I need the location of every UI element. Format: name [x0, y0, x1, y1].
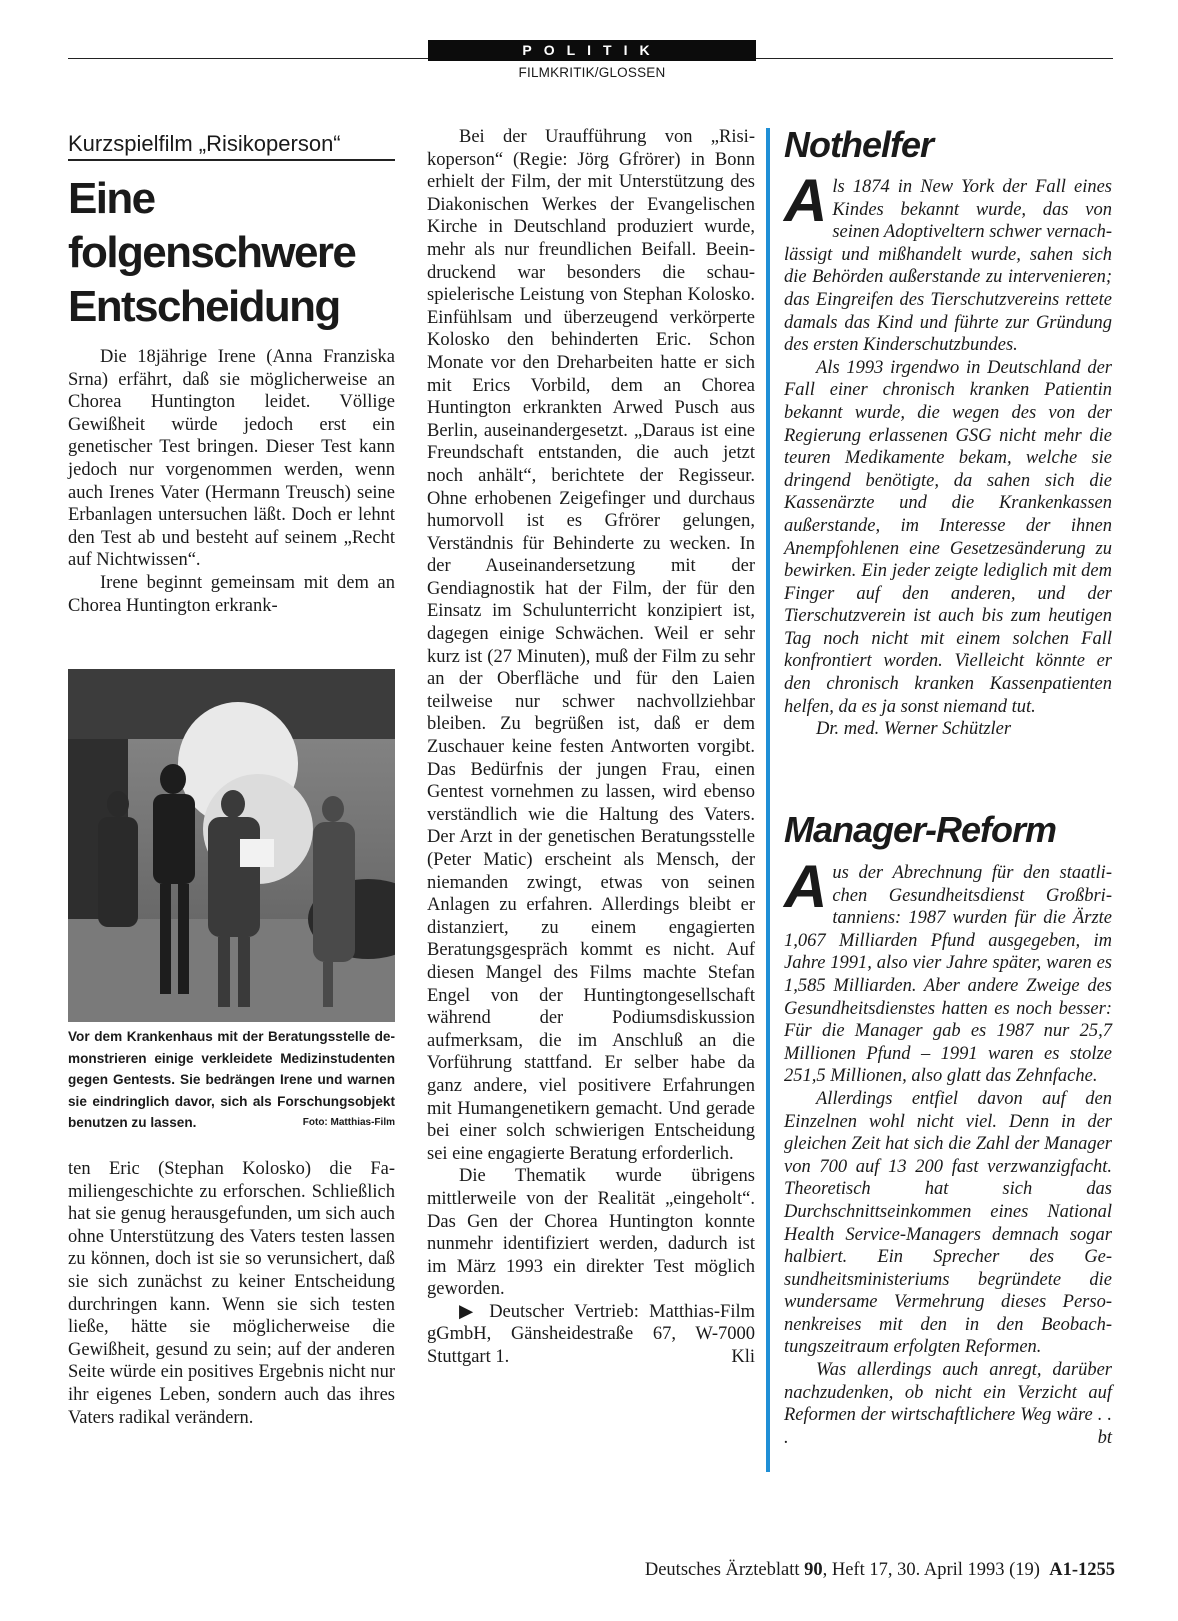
gloss-signature: Dr. med. Werner Schützler [816, 719, 1012, 740]
gloss-paragraph: Allerdings entfiel davon auf den Einzelnen wohl nicht viel. Denn in der gleichen Zeit hat sich die Zahl der Manager von 700 auf 13 200 fast verzwanzigfacht. Theoretisch hat sich das Durchschnittseinkommen eines National Health Service-Managers demnach sogar halbiert. Ein Sprecher des Gesundheitsministeriums begründete die wundersame Vermehrung dieses Personenkreises mit den in den Beobachtungszeitraum erfolgten Reformen. [784, 1088, 1112, 1358]
page-number: A1-1255 [1049, 1560, 1115, 1580]
gloss-paragraph [784, 1359, 1112, 1449]
distribution-text: Deutscher Vertrieb: Matthias-Film gGmbH, Gänsheidestraße 67, W-7000 Stuttgart 1. [427, 1301, 756, 1368]
subsection-label: FILMKRITIK/GLOSSEN [518, 65, 666, 80]
article-kicker: Kurzspielfilm „Risikoperson“ [68, 131, 341, 156]
triangle-marker-icon: ▶ [459, 1301, 479, 1322]
headline-line: Entscheidung [68, 282, 340, 331]
article-headline [68, 172, 398, 334]
gloss-author: bt [1097, 1427, 1112, 1448]
article-column-1 [68, 346, 395, 617]
photo-scene-graphic [68, 669, 395, 1022]
gloss-nothelfer [784, 167, 1113, 741]
journal-volume: 90 [804, 1560, 823, 1580]
article-author: Kli [731, 1347, 755, 1368]
photo-credit: Foto: Matthias-Film [302, 1117, 395, 1128]
article-column-1-continued [68, 1158, 395, 1429]
dropcap: A [784, 853, 828, 920]
article-paragraph: ten Eric (Stephan Kolosko) die Familiengeschichte zu erforschen. Schließlich hat sie genug herausgefunden, um sich auch ohne Unterstützung des Vaters testen lassen zu können, doch ist sie so verunsichert, daß sie sich zunächst zu keiner Entscheidung durchringen kann. Wenn sie sich testen ließe, hätte sie möglicherweise die Gewißheit, gesund zu sein; auf der anderen Seite würde ein positives Ergebnis nicht nur ihr eigenes Leben, sondern auch das ihres Vaters radikal verändern. [68, 1159, 395, 1428]
column-divider-rule [766, 128, 770, 1472]
article-photo [68, 669, 395, 1022]
article-paragraph: Irene beginnt gemeinsam mit dem an Chorea Huntington erkrank- [68, 572, 395, 616]
section-label: POLITIK [428, 40, 756, 61]
page-footer [600, 1560, 1115, 1581]
headline-line: folgenschwere [68, 228, 356, 277]
article-paragraph: Die Thematik wurde übrigens mittlerweile von der Realität „eingeholt“. Das Gen der Chorea Huntington konnte nunmehr identifiziert werden, dadurch ist im März 1993 ein direkter Test möglich geworden. [427, 1166, 755, 1300]
article-paragraph: Bei der Uraufführung von „Risikoperson“ (Regie: Jörg Gfrörer) in Bonn erhielt der Film, der mit Unterstützung des Diakonischen Werkes der Evangelischen Kirche in Deutschland produziert wurde, mehr als nur freundlichen Beifall. Beeindruckend war besonders die schauspielerische Leistung von Stephan Kolosko. Einfühlsam und überzeugend verkörperte Kolosko den behinderten Eric. Schon Monate vor den Dreharbeiten hatte er sich mit Erics Vorbild, dem an Chorea Huntington erkrankten Arwed Pusch aus Berlin, auseinandergesetzt. „Daraus ist eine Freundschaft entstanden, die auch jetzt noch anhält“, berichtete der Regisseur. Ohne erhobenen Zeigefinger und durchaus humorvoll ist es Gfrörer gelungen, Verständnis für Behinderte zu wecken. In der Auseinandersetzung mit der Gendiagnostik hat der Film, der für den Einsatz im Schulunterricht konzipiert ist, dagegen einige Schwächen. Weil er sehr kurz ist (27 Minuten), muß der Film zu sehr an der Oberfläche und für den Laien teilweise nur schwer nachvollziehbar bleiben. Zu begrüßen ist, daß er dem Zuschauer keine festen Antworten vorgibt. Das Bedürfnis der jungen Frau, einen Gentest vornehmen zu lassen, wird ebenso verständlich wie die Haltung des Vaters. Der Arzt in der genetischen Beratungsstelle (Peter Matic) erscheint als Mensch, der niemanden zwingt, etwas von seinen Anlagen zu erfahren. Allerdings bleibt er distanziert, zu einem engagierten Beratungsgespräch kommt es nicht. Auf diesen Mangel des Films machte Stefan Engel von der Huntingtongesellschaft während der Podiumsdiskussion aufmerksam, die im Anschluß an die Vorführung stattfand. Er selber habe da ganz andere, viel positivere Erfahrungen mit Humangenetikern gemacht. Und gerade bei einer solch schwierigen Entscheidung sei eine engagierte Beratung erforderlich. [427, 127, 755, 1164]
gloss-manager-reform [784, 853, 1112, 1449]
gloss-paragraph: Als 1993 irgendwo in Deutschland der Fall einer chronisch kranken Patientin bekannt wurde, die wegen des von der Regierung erlassenen GSG nicht mehr die teuren Medikamente bekam, welche sie dringend benötigte, da sahen sich die Kassenärzte und die Krankenkassen außerstande, im Interesse der ihnen Anempfohlenen eine Gesetzesänderung zu bewirken. Ein jeder zeigte lediglich mit dem Finger auf den anderen, und der Tierschutzverein ist auch bis zum heutigen Tag noch nicht mit einem solchen Fall konfrontiert worden. Vielleicht könnte er den chronisch kranken Kassenpatienten helfen, da es ja sonst niemand tut. [784, 357, 1112, 717]
distribution-note [427, 1301, 755, 1369]
gloss-title-manager-reform: Manager-Reform [784, 809, 1057, 850]
headline-line: Eine [68, 174, 155, 223]
issue-date: , Heft 17, 30. April 1993 (19) [822, 1560, 1040, 1580]
article-column-2 [427, 126, 755, 1369]
gloss-title-nothelfer: Nothelfer [784, 124, 934, 165]
caption-text: Vor dem Krankenhaus mit der Beratungsstelle demonstrieren einige verkleidete Medizinstudenten gegen Gentests. Sie bedrängen Irene und warnen sie eindringlich davor, sich als Forschungsobjekt benutzen zu lassen. [68, 1029, 395, 1130]
gloss-text: ls 1874 in New York der Fall eines Kindes bekannt wurde, das von seinen Adoptiveltern schwer vernachlässigt und mißhandelt wurde, sahen sich die Behörden außerstande zu intervenieren; das Eingreifen des Tierschutzvereins rettete damals das Kind und führte zur Gründung des ersten Kinderschutzbundes. [784, 177, 1113, 356]
gloss-text: us der Abrechnung für den staatlichen Gesundheitsdienst Großbritanniens: 1987 wurden für die Ärzte 1,067 Milliarden Pfund ausgegeben, im Jahre 1991, also vier Jahre später, waren es 1,585 Milliarden. Aber andere Zweige des Gesundheitsdienstes hatten es noch besser: Für die Manager gab es 1987 nur 25,7 Millionen Pfund – 1991 waren es stolze 251,5 Millionen, also glatt das Zehnfache. [784, 863, 1112, 1087]
gloss-paragraph [784, 853, 1112, 1088]
dropcap: A [784, 167, 828, 234]
gloss-text: Was allerdings auch anregt, darüber nachzudenken, ob nicht ein Verzicht auf Reformen der wirtschaftlichere Weg wäre . . . [784, 1360, 1112, 1448]
journal-name: Deutsches Ärzteblatt [644, 1560, 800, 1580]
photo-caption [68, 1026, 395, 1134]
article-paragraph: Die 18jährige Irene (Anna Franziska Srna) erfährt, daß sie möglicherweise an Chorea Huntington leidet. Völlige Gewißheit würde jedoch erst ein genetischer Test bringen. Dieser Test kann jedoch nur vorgenommen werden, wenn auch Irenes Vater (Hermann Treusch) seine Erbanlagen untersuchen läßt. Doch er lehnt den Test ab und besteht auf seinem „Recht auf Nichtwissen“. [68, 347, 395, 571]
kicker-rule [68, 159, 395, 161]
gloss-paragraph [784, 167, 1113, 357]
